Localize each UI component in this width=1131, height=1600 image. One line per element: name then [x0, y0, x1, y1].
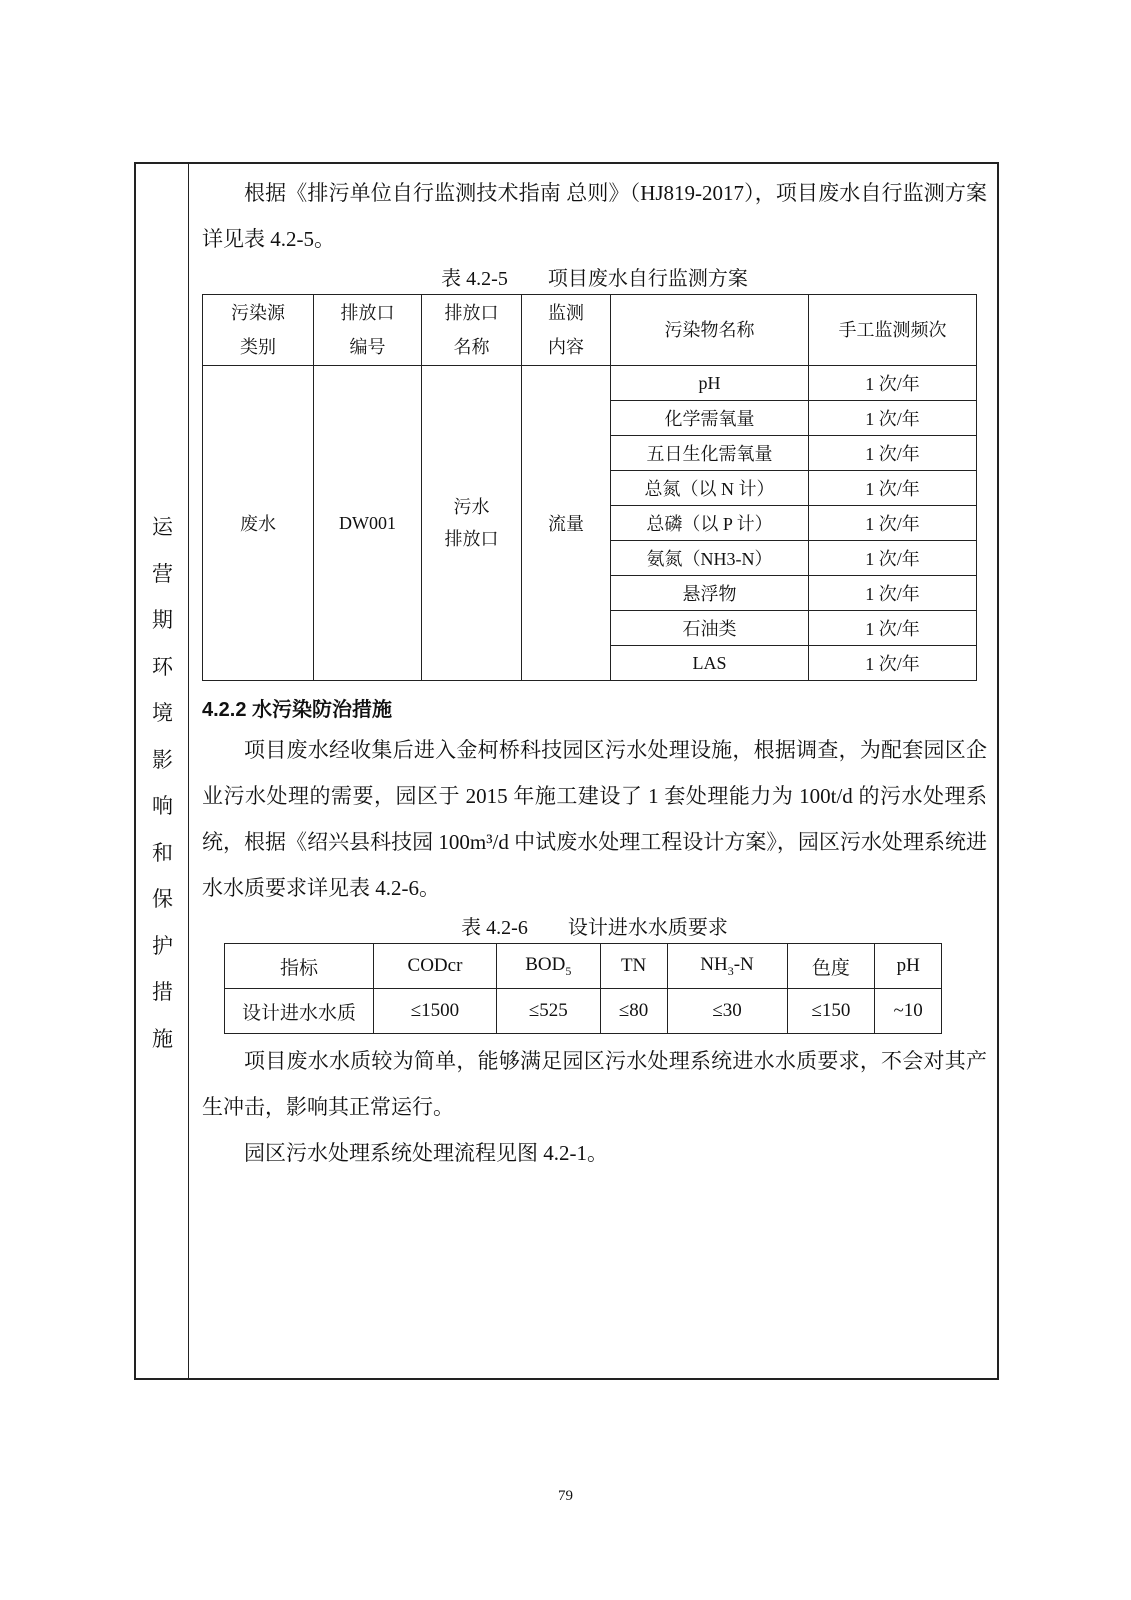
paragraph-treatment: 项目废水经收集后进入金柯桥科技园区污水处理设施，根据调查，为配套园区企业污水处理的需要，园区于 2015 年施工建设了 1 套处理能力为 100t/d 的污水处理系统，根据《绍兴县科技园 100m³/d 中试废水处理工程设计方案》，园区污水处理系统进水水质要求详见表 4.2-6。 — [202, 738, 987, 900]
section-heading: 4.2.2 水污染防治措施 — [202, 699, 393, 721]
cell-frequency: 1 次/年 — [809, 401, 977, 436]
cell-frequency: 1 次/年 — [809, 471, 977, 506]
caption-title: 设计进水水质要求 — [567, 917, 728, 939]
table-row — [203, 366, 977, 401]
header-source-type: 污染源 类别 — [203, 295, 314, 366]
cell-outlet-no: DW001 — [314, 366, 422, 681]
cell-frequency: 1 次/年 — [809, 541, 977, 576]
paragraph-conclusion: 项目废水水质较为简单，能够满足园区污水处理系统进水水质要求，不会对其产生冲击，影响其正常运行。 — [202, 1049, 987, 1119]
header-nh3n: $NH_3-N$ — [667, 944, 787, 989]
document-frame — [134, 162, 999, 1380]
cell-value: ≤150 — [787, 989, 875, 1034]
cell-frequency: 1 次/年 — [809, 436, 977, 471]
cell-value: 设计进水水质 — [225, 989, 374, 1034]
cell-pollutant: 悬浮物 — [611, 576, 809, 611]
side-column — [136, 164, 189, 1378]
paragraph-intro: 根据《排污单位自行监测技术指南 总则》（HJ819-2017），项目废水自行监测方案详见表 4.2-5。 — [202, 181, 987, 251]
header-ph: pH — [875, 944, 942, 989]
table-header-row — [203, 295, 977, 366]
cell-source-type: 废水 — [203, 366, 314, 681]
page-number: 79 — [558, 1488, 573, 1504]
content-area — [202, 164, 987, 1176]
header-bod5: $BOD_5$ — [496, 944, 600, 989]
cell-pollutant: pH — [611, 366, 809, 401]
cell-pollutant: 氨氮（NH3-N） — [611, 541, 809, 576]
cell-frequency: 1 次/年 — [809, 646, 977, 681]
table-row — [225, 989, 942, 1034]
header-monitor-content: 监测 内容 — [522, 295, 611, 366]
table-header-row — [225, 944, 942, 989]
header-outlet-no: 排放口 编号 — [314, 295, 422, 366]
header-codcr: CODcr — [374, 944, 497, 989]
cell-pollutant: 总磷（以 P 计） — [611, 506, 809, 541]
cell-value: ≤525 — [496, 989, 600, 1034]
cell-frequency: 1 次/年 — [809, 611, 977, 646]
cell-frequency: 1 次/年 — [809, 576, 977, 611]
header-outlet-name: 排放口 名称 — [422, 295, 522, 366]
caption-number: 表 4.2-6 — [461, 917, 528, 939]
cell-monitor-content: 流量 — [522, 366, 611, 681]
cell-value: ≤30 — [667, 989, 787, 1034]
header-pollutant: 污染物名称 — [611, 295, 809, 366]
header-tn: TN — [600, 944, 667, 989]
side-label: 运 营 期 环 境 影 响 和 保 护 措 施 — [152, 515, 173, 1051]
cell-value: ≤80 — [600, 989, 667, 1034]
cell-value: ≤1500 — [374, 989, 497, 1034]
caption-number: 表 4.2-5 — [441, 268, 508, 290]
cell-pollutant: 石油类 — [611, 611, 809, 646]
header-color: 色度 — [787, 944, 875, 989]
inflow-quality-table — [224, 943, 942, 1034]
cell-outlet-name: 污水 排放口 — [422, 366, 522, 681]
header-frequency: 手工监测频次 — [809, 295, 977, 366]
cell-pollutant: 化学需氧量 — [611, 401, 809, 436]
header-indicator: 指标 — [225, 944, 374, 989]
caption-title: 项目废水自行监测方案 — [547, 268, 748, 290]
cell-value: ~10 — [875, 989, 942, 1034]
cell-pollutant: 五日生化需氧量 — [611, 436, 809, 471]
cell-frequency: 1 次/年 — [809, 366, 977, 401]
cell-pollutant: 总氮（以 N 计） — [611, 471, 809, 506]
cell-pollutant: LAS — [611, 646, 809, 681]
paragraph-flow-ref: 园区污水处理系统处理流程见图 4.2-1。 — [244, 1141, 608, 1165]
monitoring-plan-table — [202, 294, 977, 681]
table-4-2-5-caption — [202, 264, 987, 294]
cell-frequency: 1 次/年 — [809, 506, 977, 541]
table-4-2-6-caption — [202, 913, 987, 943]
